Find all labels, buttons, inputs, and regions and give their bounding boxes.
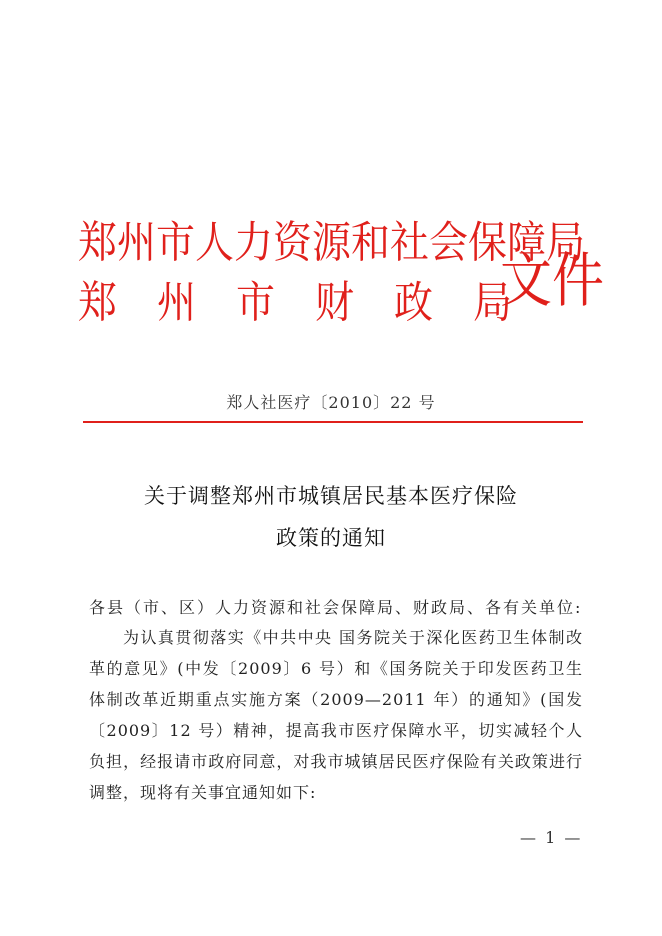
body-paragraph: 为认真贯彻落实《中共中央 国务院关于深化医药卫生体制改革的意见》(中发〔2009〕6 号）和《国务院关于印发医药卫生体制改革近期重点实施方案（2009—2011 年）的通知》(国发〔2009〕12 号）精神，提高我市医疗保障水平，切实减轻个人负担，经报请市政府同意，对我市城镇居民医疗保险有关政策进行调整，现将有关事宜通知如下: [89,628,583,802]
issuer-line-2-char: 政 [394,278,434,329]
red-divider-rule [83,421,583,423]
issuer-line-2-char: 财 [315,278,355,329]
document-header [78,208,605,329]
notice-title-line-2: 政策的通知 [276,526,386,550]
document-number: 郑人社医疗〔2010〕22 号 [226,393,436,412]
salutation: 各县（市、区）人力资源和社会保障局、财政局、各有关单位: [89,598,583,617]
issuer-line-2 [78,268,513,331]
page-number: — 1 — [520,828,583,847]
issuer-line-2-char: 市 [236,278,276,329]
notice-title-line-1: 关于调整郑州市城镇居民基本医疗保险 [144,484,518,508]
issuer-line-2-char: 州 [157,278,197,329]
issuer-line-1: 郑州市人力资源和社会保障局 [78,218,586,269]
issuer-line-2-char: 局 [473,278,513,329]
issuer-line-2-char: 郑 [78,278,118,329]
document-type: 文件 [500,246,605,316]
